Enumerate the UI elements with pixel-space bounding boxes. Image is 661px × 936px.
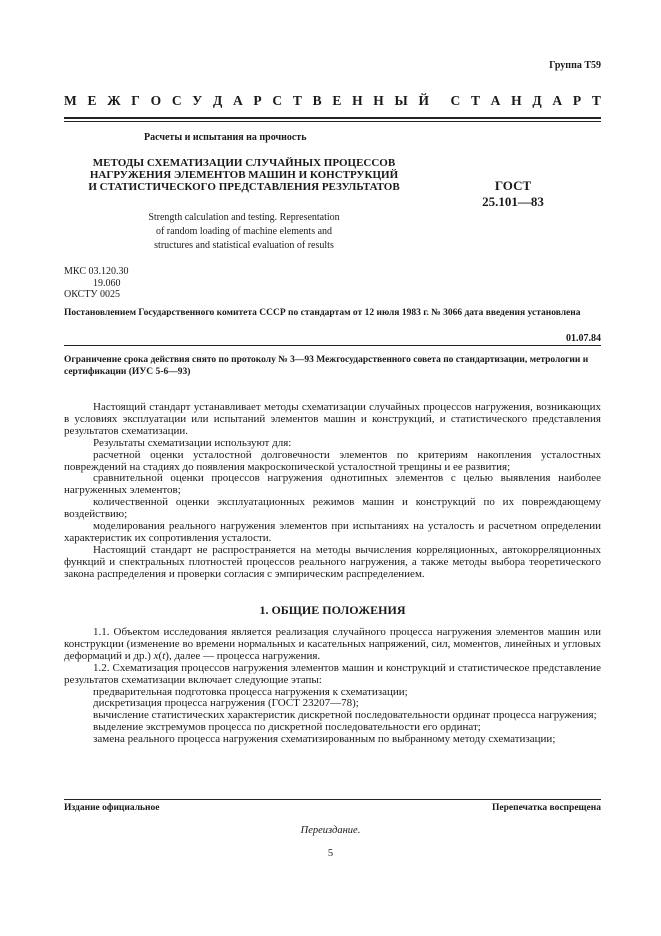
title-letter: С [450,93,461,108]
main-title-line: НАГРУЖЕНИЯ ЭЛЕМЕНТОВ МАШИН И КОНСТРУКЦИЙ [89,169,399,181]
english-title-line: Strength calculation and testing. Representation [148,212,340,223]
reissue-note: Переиздание. [300,825,361,836]
main-title-line: МЕТОДЫ СХЕМАТИЗАЦИИ СЛУЧАЙНЫХ ПРОЦЕССОВ [92,157,396,169]
title-letter: У [192,93,203,108]
mks-code: МКС 03.120.30 [64,266,129,277]
paragraph: расчетной оценки усталостной долговечности элементов по критериям накопления усталостных повреждений на стадиях до появления макроскопической усталостной трещины и ее развития; [64,448,601,473]
reprint-ban-label: Перепечатка воспрещена [491,803,601,813]
title-letter: Г [131,93,140,108]
paragraph [64,627,601,663]
main-title [64,157,424,193]
paragraph: Настоящий стандарт устанавливает методы схематизации случайных процессов нагружения, возникающих в условиях эксплуатации или испытаний элементов машин и конструкций, и статистического представления результатов схематизации. [64,401,601,437]
title-letter: Е [332,93,342,108]
title-letter: М [64,93,77,108]
title-letter: Ы [394,93,408,108]
title-letter: С [272,93,283,108]
title-letter: Н [352,93,363,108]
title-letter: Н [511,93,522,108]
paragraph: дискретизация процесса нагружения (ГОСТ 23207—78); [93,697,359,710]
title-letter: Р [572,93,582,108]
variable-x: x [153,649,159,662]
title-letter: О [150,93,162,108]
introduction-date: 01.07.84 [566,333,601,344]
paragraph: количественной оценки эксплуатационных режимов машин и конструкций по их повреждающему воздействию; [64,496,601,521]
section1-body [64,627,601,746]
title-letter: А [490,93,501,108]
paragraph: замена реального процесса нагружения схематизированным по выбранному методу схематизации; [93,733,556,746]
decree-text: Постановлением Государственного комитета СССР по стандартам от 12 июля 1983 г. № 3066 дата введения установлена [64,308,581,318]
title-letter: Й [418,93,430,108]
subtitle: Расчеты и испытания на прочность [144,132,307,143]
title-letter: Н [373,93,384,108]
main-title-line: И СТАТИСТИЧЕСКОГО ПРЕДСТАВЛЕНИЯ РЕЗУЛЬТАТОВ [88,181,400,193]
title-letter: С [171,93,182,108]
text-run: ), далее — процесса нагружения. [165,649,321,662]
header-rule-thin [64,121,601,122]
title-letter: Т [470,93,480,108]
paragraph: Настоящий стандарт не распространяется на методы вычисления корреляционных, автокорреляционных функций и спектральных плотностей процессов реального нагружения, а также методы выбора теоретического закона распределения и проверки согласия с эмпирическим распределением. [64,543,601,580]
okstu-code: ОКСТУ 0025 [64,289,121,300]
english-title-line: structures and statistical evaluation of results [154,240,334,251]
limit-note: Ограничение срока действия снято по протоколу № 3—93 Межгосударственного совета по стандартизации, метрологии и сертификации (ИУС 5-6—93) [64,355,589,377]
classification-codes [64,266,128,301]
title-letter: Д [532,93,542,108]
footer-rule [64,799,601,800]
paragraph: сравнительной оценки процессов нагружения однотипных элементов с целью выявления наиболее нагруженных элементов; [64,472,601,497]
mks-code-second: 19.060 [93,277,121,289]
english-title [104,211,384,253]
paragraph: моделирования реального нагружения элементов при испытаниях на усталость и расчетном определении характеристик их сопротивления усталости. [64,520,601,544]
text-run: ( [158,649,163,662]
variable-t: t [162,649,166,662]
paragraph: Результаты схематизации используют для: [93,436,292,449]
edition-label: Издание официальное [64,803,160,813]
paragraph: предварительная подготовка процесса нагружения к схематизации; [93,685,408,698]
standard-title [64,93,601,109]
paragraph: 1.2. Схематизация процессов нагружения элементов машин и конструкций и статистическое представление результатов схематизации включает следующие этапы: [64,661,601,686]
english-title-line: of random loading of machine elements and [155,226,333,237]
title-letter: Т [591,93,601,108]
header-rule-thick [64,117,601,119]
page-number: 5 [327,848,334,859]
paragraph: вычисление статистических характеристик дискретной последовательности ординат процесса нагружения; [93,709,597,722]
text-run: 1.1. Объектом исследования является реализация случайного процесса нагружения элементов машин или конструкции (изменение во времени нормальных и касательных напряжений, сил, моментов, линейных и угловых деформаций и др.) [64,626,601,662]
section-heading: 1. ОБЩИЕ ПОЛОЖЕНИЯ [259,603,406,617]
title-letter: Е [87,93,97,108]
group-label: Группа Т59 [549,60,601,71]
title-letter: Р [253,93,262,108]
title-letter: В [312,93,322,108]
title-letter: Д [212,93,223,108]
title-letter: А [232,93,243,108]
date-rule [64,345,601,346]
intro-body [64,402,601,581]
title-letter: Т [292,93,302,108]
paragraph: выделение экстремумов процесса по дискретной последовательности его ординат; [93,721,481,734]
title-letter: А [552,93,563,108]
title-letter: Ж [107,93,121,108]
gost-designation [478,178,548,210]
gost-number: 25.101—83 [482,194,544,209]
gost-label: ГОСТ [494,178,532,193]
